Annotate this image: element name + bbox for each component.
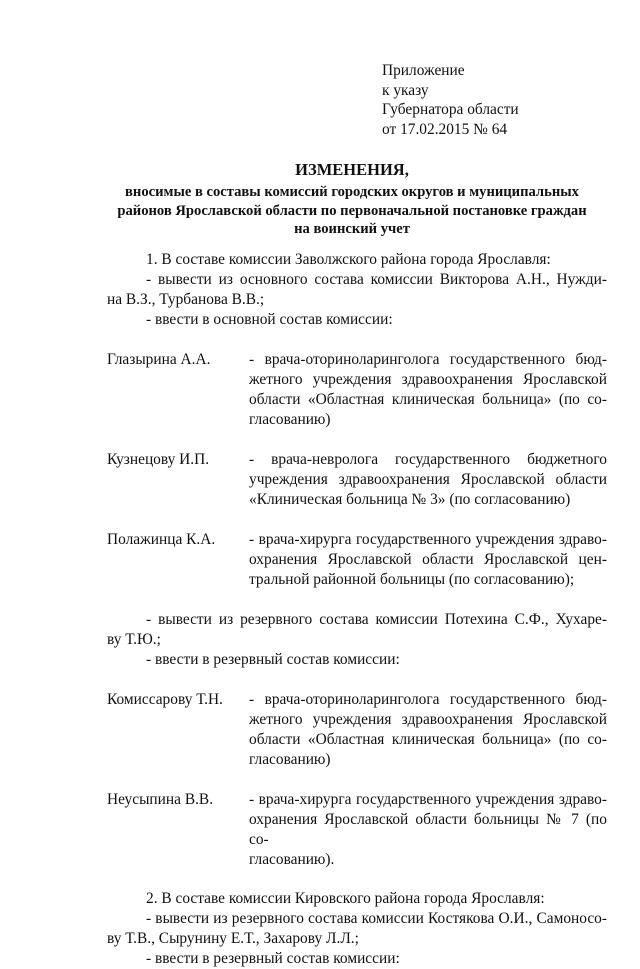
section-1-add-main: - ввести в основной состав комиссии: [146,311,393,328]
annex-stamp [382,61,622,139]
member-name: Комиссарову Т.Н. [107,691,223,708]
member-entry [107,450,607,510]
section-2-remove-reserve-line: ву Т.В., Сырунину Е.Т., Захарову Л.Л.; [107,930,359,947]
position-line: «Клиническая больница № 3» (по согласованию) [249,491,571,508]
position-line: гласованию). [249,851,335,868]
position-line: жетного учреждения здравоохранения Ярославской [249,371,607,388]
position-line: области «Областная клиническая больница» (по со- [249,731,607,748]
position-line: тральной районной больницы (по согласованию); [249,571,575,588]
position-line: - врача-хирурга государственного учреждения здраво- [249,791,607,808]
position-line: - врача-оториноларинголога государственного бюд- [249,351,607,368]
subtitle-line: районов Ярославской области по первоначальной постановке граждан [117,202,587,219]
position-line: учреждения здравоохранения Ярославской области [249,471,607,488]
section-1-intro: 1. В составе комиссии Заволжского района города Ярославля: [146,251,551,268]
position-line: жетного учреждения здравоохранения Ярославской [249,711,607,728]
document-title: ИЗМЕНЕНИЯ, [295,160,409,179]
position-line: гласованию) [249,411,331,428]
position-line: охранения Ярославской области Ярославской цен- [249,551,607,568]
section-2-intro: 2. В составе комиссии Кировского района города Ярославля: [146,890,545,907]
member-position [249,690,607,770]
member-position [249,530,607,590]
annex-line: от 17.02.2015 № 64 [382,120,508,138]
position-line: гласованию) [249,751,331,768]
member-name: Глазырина А.А. [107,351,211,368]
document-heading [96,160,608,239]
position-line: - врача-хирурга государственного учреждения здраво- [249,531,607,548]
annex-line: Губернатора области [382,101,519,118]
member-name: Кузнецову И.П. [107,451,210,468]
member-entry [107,350,607,430]
section-2-remove-reserve-line: - вывести из резервного состава комиссии Костякова О.И., Самоносо- [146,910,607,927]
member-position [249,350,607,430]
member-name: Полажинца К.А. [107,531,216,548]
position-line: области «Областная клиническая больница» (по со- [249,391,607,408]
section-1-remove-main-line: на В.З., Турбанова В.В.; [107,291,265,308]
subtitle-line: на воинский учет [294,221,410,237]
position-line: - врача-невролога государственного бюджетного [249,451,607,468]
section-2-add-reserve: - ввести в резервный состав комиссии: [146,950,400,967]
member-entry [107,690,607,770]
section-1-remove-reserve-line: ву Т.Ю.; [107,631,161,648]
member-entry [107,790,607,870]
document-body [107,250,607,969]
annex-line: к указу [382,81,429,99]
annex-line: Приложение [382,62,465,79]
position-line: - врача-оториноларинголога государственного бюд- [249,691,607,708]
section-1-remove-main-line: - вывести из основного состава комиссии Викторова А.Н., Нужди- [146,271,607,288]
section-1-add-reserve: - ввести в резервный состав комиссии: [146,651,400,668]
subtitle-line: вносимые в составы комиссий городских округов и муниципальных [125,184,579,200]
position-line: охранения Ярославской области больницы № 7 (по со- [249,811,607,848]
document-subtitle [96,183,608,239]
section-1-remove-reserve-line: - вывести из резервного состава комиссии Потехина С.Ф., Хухаре- [146,611,607,628]
member-name: Неусыпина В.В. [107,791,214,808]
member-entry [107,530,607,590]
member-position [249,790,607,870]
member-position [249,450,607,510]
